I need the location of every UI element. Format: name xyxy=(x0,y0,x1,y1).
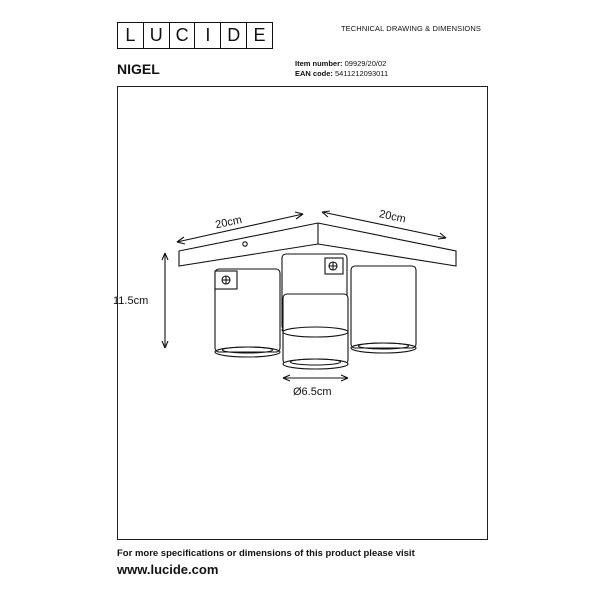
product-meta xyxy=(295,59,388,79)
spot-left xyxy=(215,269,280,357)
brand-logo xyxy=(117,22,273,49)
spot-right xyxy=(351,266,416,353)
ean-code-label: EAN code: xyxy=(295,69,333,78)
logo-letter: D xyxy=(221,22,247,49)
dimension-height xyxy=(162,253,168,348)
dimension-diameter xyxy=(283,375,348,381)
logo-letter: I xyxy=(195,22,221,49)
footer-info-text: For more specifications or dimensions of this product please visit xyxy=(117,548,415,559)
logo-letter: C xyxy=(170,22,196,49)
logo-letter: E xyxy=(247,22,273,49)
dim-label-height: 11.5cm xyxy=(113,295,149,307)
item-number-label: Item number: xyxy=(295,59,343,68)
item-number-row xyxy=(295,59,388,69)
logo-letter: U xyxy=(144,22,170,49)
technical-drawing xyxy=(113,86,488,540)
dim-label-diameter: Ø6.5cm xyxy=(293,386,332,398)
product-name: NIGEL xyxy=(117,61,160,77)
document-type-label: TECHNICAL DRAWING & DIMENSIONS xyxy=(341,24,481,33)
dim-label-width-left: 20cm xyxy=(214,214,244,232)
ean-code-row xyxy=(295,69,388,79)
spot-front xyxy=(283,294,348,369)
logo-letter: L xyxy=(117,22,144,49)
footer-url-link[interactable]: www.lucide.com xyxy=(117,562,219,577)
dim-label-width-right: 20cm xyxy=(378,208,407,226)
item-number-value: 09929/20/02 xyxy=(344,59,387,68)
ean-code-value: 5411212093011 xyxy=(335,69,389,78)
